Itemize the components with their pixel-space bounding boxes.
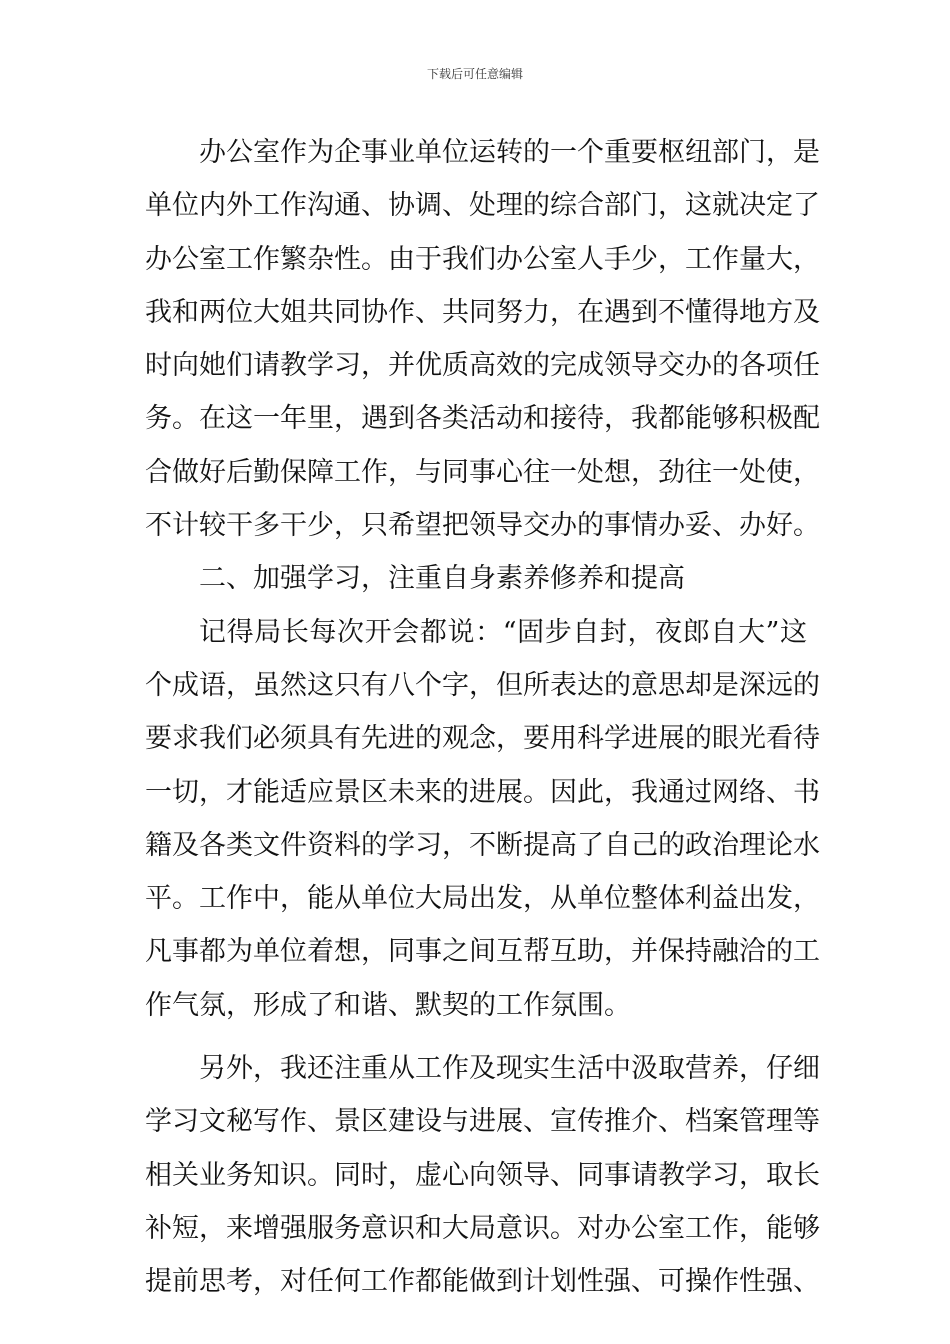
text-line: 我和两位大姐共同协作、共同努力，在遇到不懂得地方及 bbox=[145, 296, 820, 328]
text-line: 务。在这一年里，遇到各类活动和接待，我都能够积极配 bbox=[145, 403, 820, 435]
text-line: 时向她们请教学习，并优质高效的完成领导交办的各项任 bbox=[145, 350, 820, 382]
paragraph-4 bbox=[145, 1042, 820, 1308]
paragraph-spacer bbox=[145, 1032, 807, 1042]
text-line: 学习文秘写作、景区建设与进展、宣传推介、档案管理等 bbox=[145, 1106, 820, 1138]
text-line: 记得局长每次开会都说：“固步自封，夜郎自大”这 bbox=[199, 616, 807, 648]
text-line: 另外，我还注重从工作及现实生活中汲取营养，仔细 bbox=[199, 1053, 820, 1085]
paragraph-3 bbox=[145, 606, 820, 1032]
text-line: 籍及各类文件资料的学习，不断提高了自己的政治理论水 bbox=[145, 829, 820, 861]
text-line: 平。工作中，能从单位大局出发，从单位整体利益出发， bbox=[145, 883, 820, 915]
text-line: 单位内外工作沟通、协调、处理的综合部门，这就决定了 bbox=[145, 190, 820, 222]
text-line: 办公室作为企事业单位运转的一个重要枢纽部门，是 bbox=[199, 137, 820, 168]
heading-line: 二、加强学习，注重自身素养修养和提高 bbox=[199, 563, 685, 595]
text-line: 个成语，虽然这只有八个字，但所表达的意思却是深远的 bbox=[145, 669, 820, 701]
text-line: 相关业务知识。同时，虚心向领导、同事请教学习，取长 bbox=[145, 1159, 820, 1191]
text-line: 补短，来增强服务意识和大局意识。对办公室工作，能够 bbox=[145, 1212, 820, 1244]
text-line: 作气氛，形成了和谐、默契的工作氛围。 bbox=[145, 989, 631, 1021]
text-line: 办公室工作繁杂性。由于我们办公室人手少，工作量大， bbox=[145, 243, 820, 275]
header-note: 下载后可任意编辑 bbox=[426, 67, 523, 81]
body-text bbox=[145, 126, 820, 1309]
text-line: 合做好后勤保障工作，与同事心往一处想，劲往一处使， bbox=[145, 456, 820, 488]
text-line: 提前思考，对任何工作都能做到计划性强、可操作性强、 bbox=[145, 1266, 820, 1298]
text-line: 不计较干多干少，只希望把领导交办的事情办妥、办好。 bbox=[145, 510, 820, 542]
text-line: 要求我们必须具有先进的观念，要用科学进展的眼光看待 bbox=[145, 723, 820, 755]
text-line: 一切，才能适应景区未来的进展。因此，我通过网络、书 bbox=[145, 776, 820, 808]
paragraph-1 bbox=[145, 126, 820, 552]
section-heading bbox=[145, 552, 807, 605]
text-line: 凡事都为单位着想，同事之间互帮互助，并保持融洽的工 bbox=[145, 936, 820, 968]
